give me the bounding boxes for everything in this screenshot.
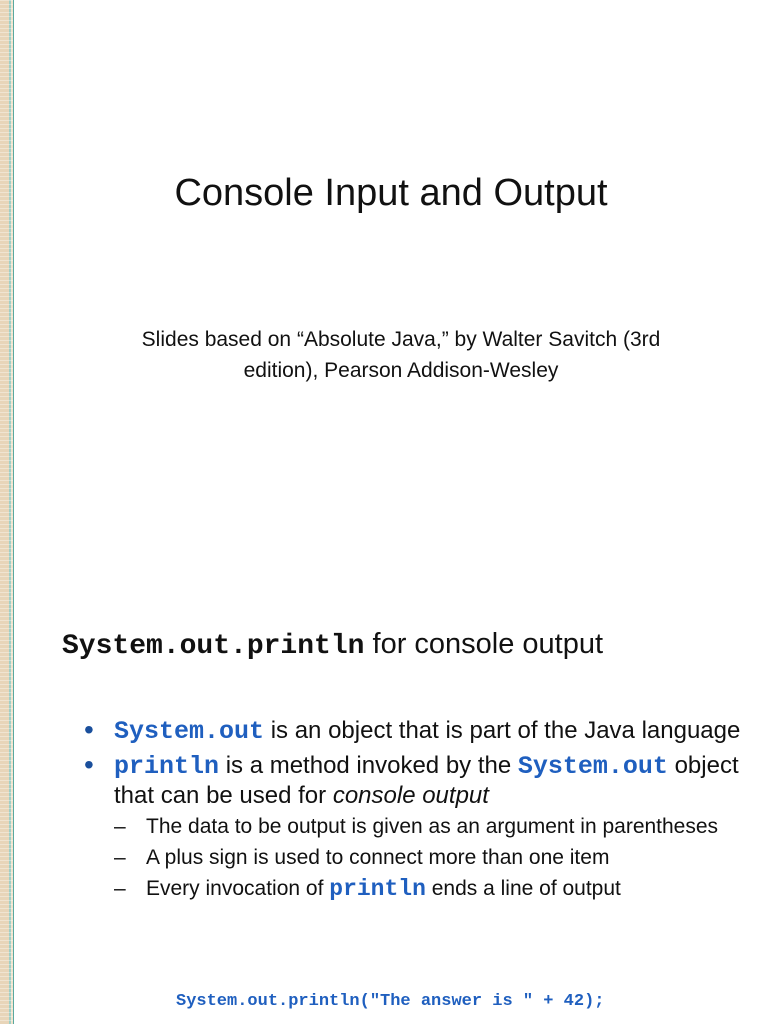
bullet-marker: • bbox=[84, 714, 94, 745]
title-text: for console output bbox=[364, 628, 604, 660]
slide-title: Console Input and Output bbox=[174, 172, 608, 214]
sub-bullet-marker: – bbox=[114, 877, 126, 900]
sub-bullet-item bbox=[114, 846, 748, 870]
bullet-text: is a method invoked by the bbox=[219, 752, 518, 779]
inline-code: System.out bbox=[517, 752, 668, 781]
title-slide bbox=[14, 0, 768, 512]
bullet-text: object that can be used for bbox=[114, 752, 739, 809]
code-example: System.out.println("The answer is " + 42); bbox=[176, 992, 605, 1011]
title-code: System.out.println bbox=[62, 631, 365, 662]
sub-bullet-text: The data to be output is given as an argument in parentheses bbox=[146, 815, 719, 838]
content-slide bbox=[14, 590, 768, 1024]
sub-bullet-text: ends a line of output bbox=[425, 877, 621, 900]
sub-bullet-text: Every invocation of bbox=[146, 877, 330, 900]
bullet-text: is an object that is part of the Java language bbox=[264, 717, 741, 744]
sub-bullet-item bbox=[114, 815, 748, 839]
inline-code: println bbox=[329, 876, 426, 902]
left-edge-strip bbox=[0, 0, 14, 1024]
bullet-marker: • bbox=[84, 749, 94, 780]
sub-bullet-text: A plus sign is used to connect more than one item bbox=[146, 846, 610, 869]
bullet-italic-text: console output bbox=[332, 782, 489, 809]
inline-code: System.out bbox=[114, 717, 265, 746]
sub-bullet-marker: – bbox=[114, 846, 126, 869]
sub-bullet-marker: – bbox=[114, 815, 126, 838]
content-slide-title bbox=[62, 628, 758, 662]
sub-bullet-item bbox=[114, 877, 748, 901]
bullet-item bbox=[84, 751, 748, 810]
inline-code: println bbox=[114, 752, 220, 781]
bullet-list bbox=[84, 716, 748, 908]
sub-bullet-list bbox=[84, 815, 748, 901]
slide-subtitle: Slides based on “Absolute Java,” by Walter Savitch (3rd edition), Pearson Addison-Wesley bbox=[141, 328, 661, 382]
bullet-item bbox=[84, 716, 748, 746]
